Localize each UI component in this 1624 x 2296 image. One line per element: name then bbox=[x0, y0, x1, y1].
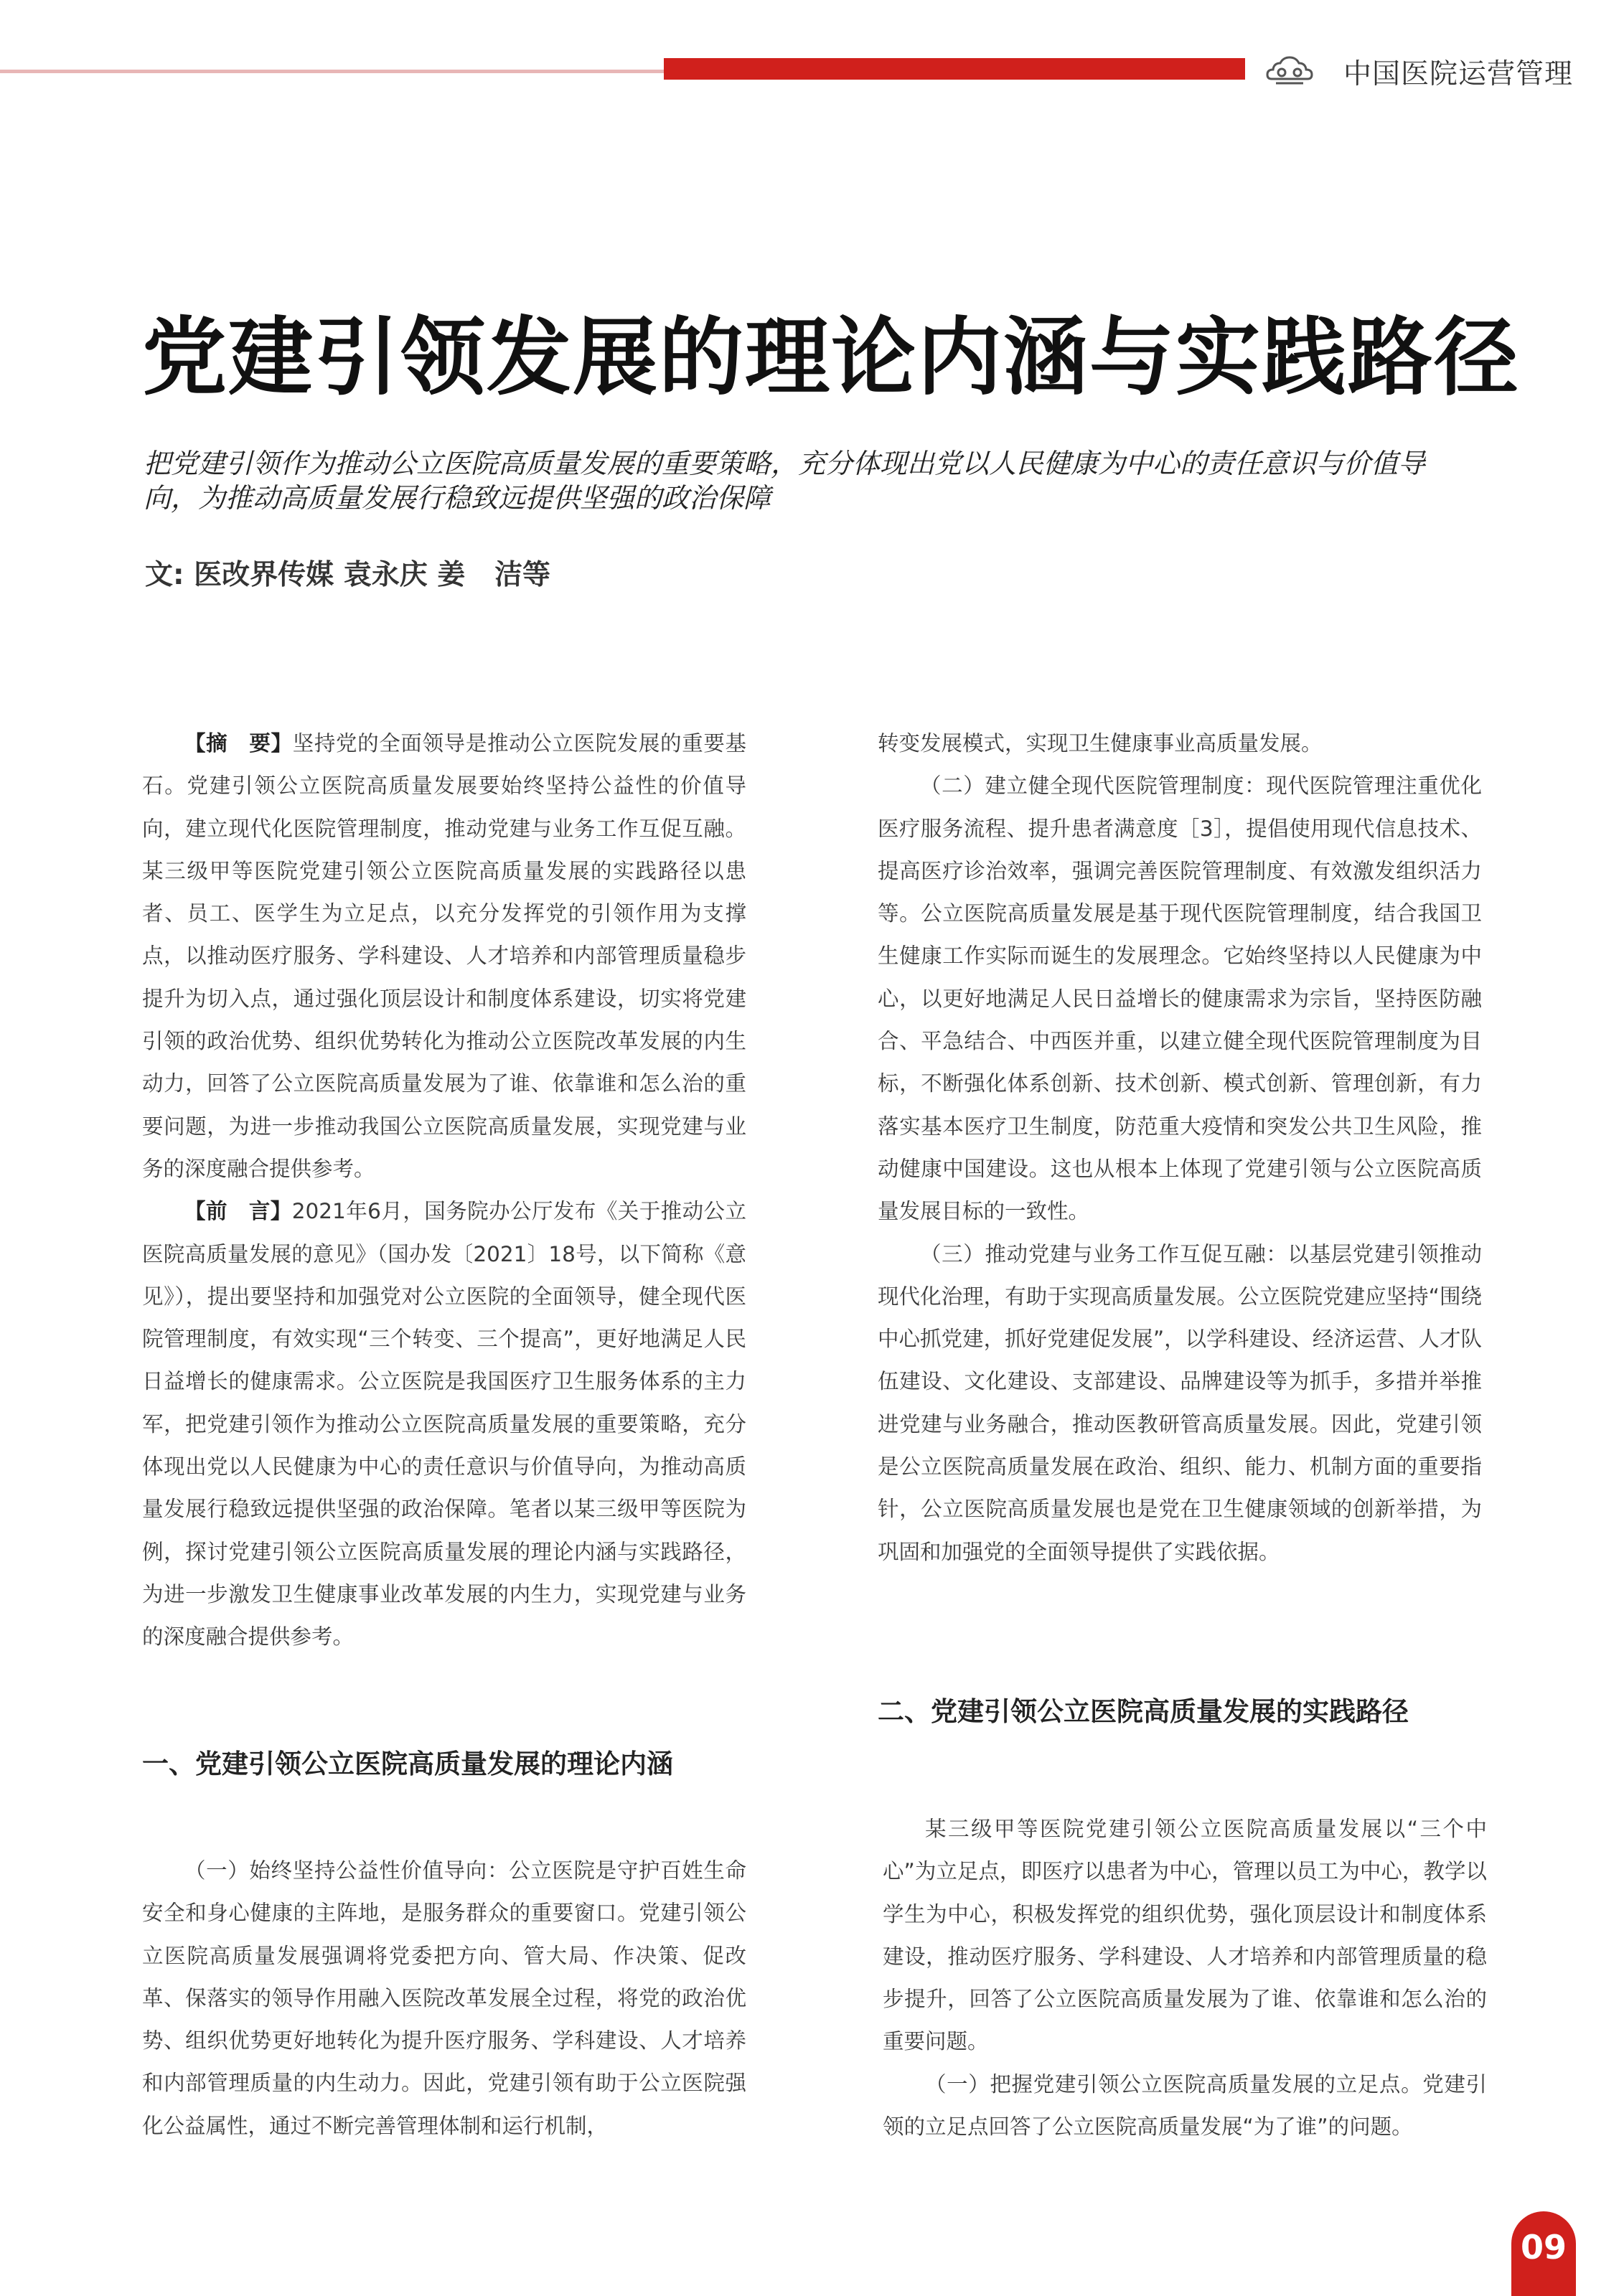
left-column-bottom bbox=[142, 1850, 746, 2147]
continued-paragraph: 转变发展模式，实现卫生健康事业高质量发展。 bbox=[878, 731, 1323, 756]
header-rule-thin bbox=[0, 70, 664, 73]
right-column-bottom bbox=[883, 1808, 1487, 2148]
header-rule-accent bbox=[664, 58, 1245, 80]
right-column-top bbox=[878, 723, 1482, 1573]
article-author: 文: 医改界传媒 袁永庆 姜 洁等 bbox=[145, 559, 551, 591]
section2-paragraph-2: （一）把握党建引领公立医院高质量发展的立足点。党建引领的立足点回答了公立医院高质量发展“为了谁”的问题。 bbox=[883, 2071, 1487, 2140]
subsection-3-paragraph: （三）推动党建与业务工作互促互融：以基层党建引领推动现代化治理，有助于实现高质量发展。公立医院党建应坚持“围绕中心抓党建，抓好党建促发展”，以学科建设、经济运营、人才队伍建设、文化建设、支部建设、品牌建设等为抓手，多措并举推进党建与业务融合，推动医教研管高质量发展。因此，党建引领是公立医院高质量发展在政治、组织、能力、机制方面的重要指针，公立医院高质量发展也是党在卫生健康领域的创新举措，为巩固和加强党的全面领导提供了实践依据。 bbox=[878, 1241, 1482, 1564]
preface-paragraph bbox=[142, 1190, 746, 1658]
abstract-paragraph bbox=[142, 723, 746, 1190]
article-subtitle: 把党建引领作为推动公立医院高质量发展的重要策略，充分体现出党以人民健康为中心的责任意识与价值导向，为推动高质量发展行稳致远提供坚强的政治保障 bbox=[144, 448, 1426, 514]
section1-heading: 一、党建引领公立医院高质量发展的理论内涵 bbox=[142, 1749, 673, 1779]
abstract-text: 坚持党的全面领导是推动公立医院发展的重要基石。党建引领公立医院高质量发展要始终坚持公益性的价值导向，建立现代化医院管理制度，推动党建与业务工作互促互融。某三级甲等医院党建引领公立医院高质量发展的实践路径以患者、员工、医学生为立足点，以充分发挥党的引领作用为支撑点，以推动医疗服务、学科建设、人才培养和内部管理质量稳步提升为切入点，通过强化顶层设计和制度体系建设，切实将党建引领的政治优势、组织优势转化为推动公立医院改革发展的内生动力，回答了公立医院高质量发展为了谁、依靠谁和怎么治的重要问题，为进一步推动我国公立医院高质量发展，实现党建与业务的深度融合提供参考。 bbox=[142, 731, 746, 1181]
abstract-label: 【摘 要】 bbox=[184, 731, 293, 756]
cloud-logo-icon bbox=[1266, 55, 1313, 86]
article-title: 党建引领发展的理论内涵与实践路径 bbox=[142, 308, 1521, 407]
magazine-name: 中国医院运营管理 bbox=[1343, 58, 1574, 90]
left-column-top bbox=[142, 723, 746, 1659]
section1-paragraph: （一）始终坚持公益性价值导向：公立医院是守护百姓生命安全和身心健康的主阵地，是服务群众的重要窗口。党建引领公立医院高质量发展强调将党委把方向、管大局、作决策、促改革、保落实的领导作用融入医院改革发展全过程，将党的政治优势、组织优势更好地转化为提升医疗服务、学科建设、人才培养和内部管理质量的内生动力。因此，党建引领有助于公立医院强化公益属性，通过不断完善管理体制和运行机制， bbox=[142, 1858, 746, 2138]
section2-heading: 二、党建引领公立医院高质量发展的实践路径 bbox=[878, 1696, 1409, 1727]
preface-label: 【前 言】 bbox=[184, 1199, 292, 1224]
preface-text: 2021年6月，国务院办公厅发布《关于推动公立医院高质量发展的意见》（国办发〔2021〕18号，以下简称《意见》），提出要坚持和加强党对公立医院的全面领导，健全现代医院管理制度，有效实现“三个转变、三个提高”，更好地满足人民日益增长的健康需求。公立医院是我国医疗卫生服务体系的主力军，把党建引领作为推动公立医院高质量发展的重要策略，充分体现出党以人民健康为中心的责任意识与价值导向，为推动高质量发展行稳致远提供坚强的政治保障。笔者以某三级甲等医院为例，探讨党建引领公立医院高质量发展的理论内涵与实践路径，为进一步激发卫生健康事业改革发展的内生力，实现党建与业务的深度融合提供参考。 bbox=[142, 1199, 746, 1650]
page-number-badge: 09 bbox=[1511, 2211, 1576, 2296]
section2-paragraph-1: 某三级甲等医院党建引领公立医院高质量发展以“三个中心”为立足点，即医疗以患者为中心，管理以员工为中心，教学以学生为中心，积极发挥党的组织优势，强化顶层设计和制度体系建设，推动医疗服务、学科建设、人才培养和内部管理质量的稳步提升，回答了公立医院高质量发展为了谁、依靠谁和怎么治的重要问题。 bbox=[883, 1817, 1487, 2054]
subsection-2-paragraph: （二）建立健全现代医院管理制度：现代医院管理注重优化医疗服务流程、提升患者满意度［3］，提倡使用现代信息技术、提高医疗诊治效率，强调完善医院管理制度、有效激发组织活力等。公立医院高质量发展是基于现代医院管理制度，结合我国卫生健康工作实际而诞生的发展理念。它始终坚持以人民健康为中心，以更好地满足人民日益增长的健康需求为宗旨，坚持医防融合、平急结合、中西医并重，以建立健全现代医院管理制度为目标，不断强化体系创新、技术创新、模式创新、管理创新，有力落实基本医疗卫生制度，防范重大疫情和突发公共卫生风险，推动健康中国建设。这也从根本上体现了党建引领与公立医院高质量发展目标的一致性。 bbox=[878, 773, 1482, 1224]
